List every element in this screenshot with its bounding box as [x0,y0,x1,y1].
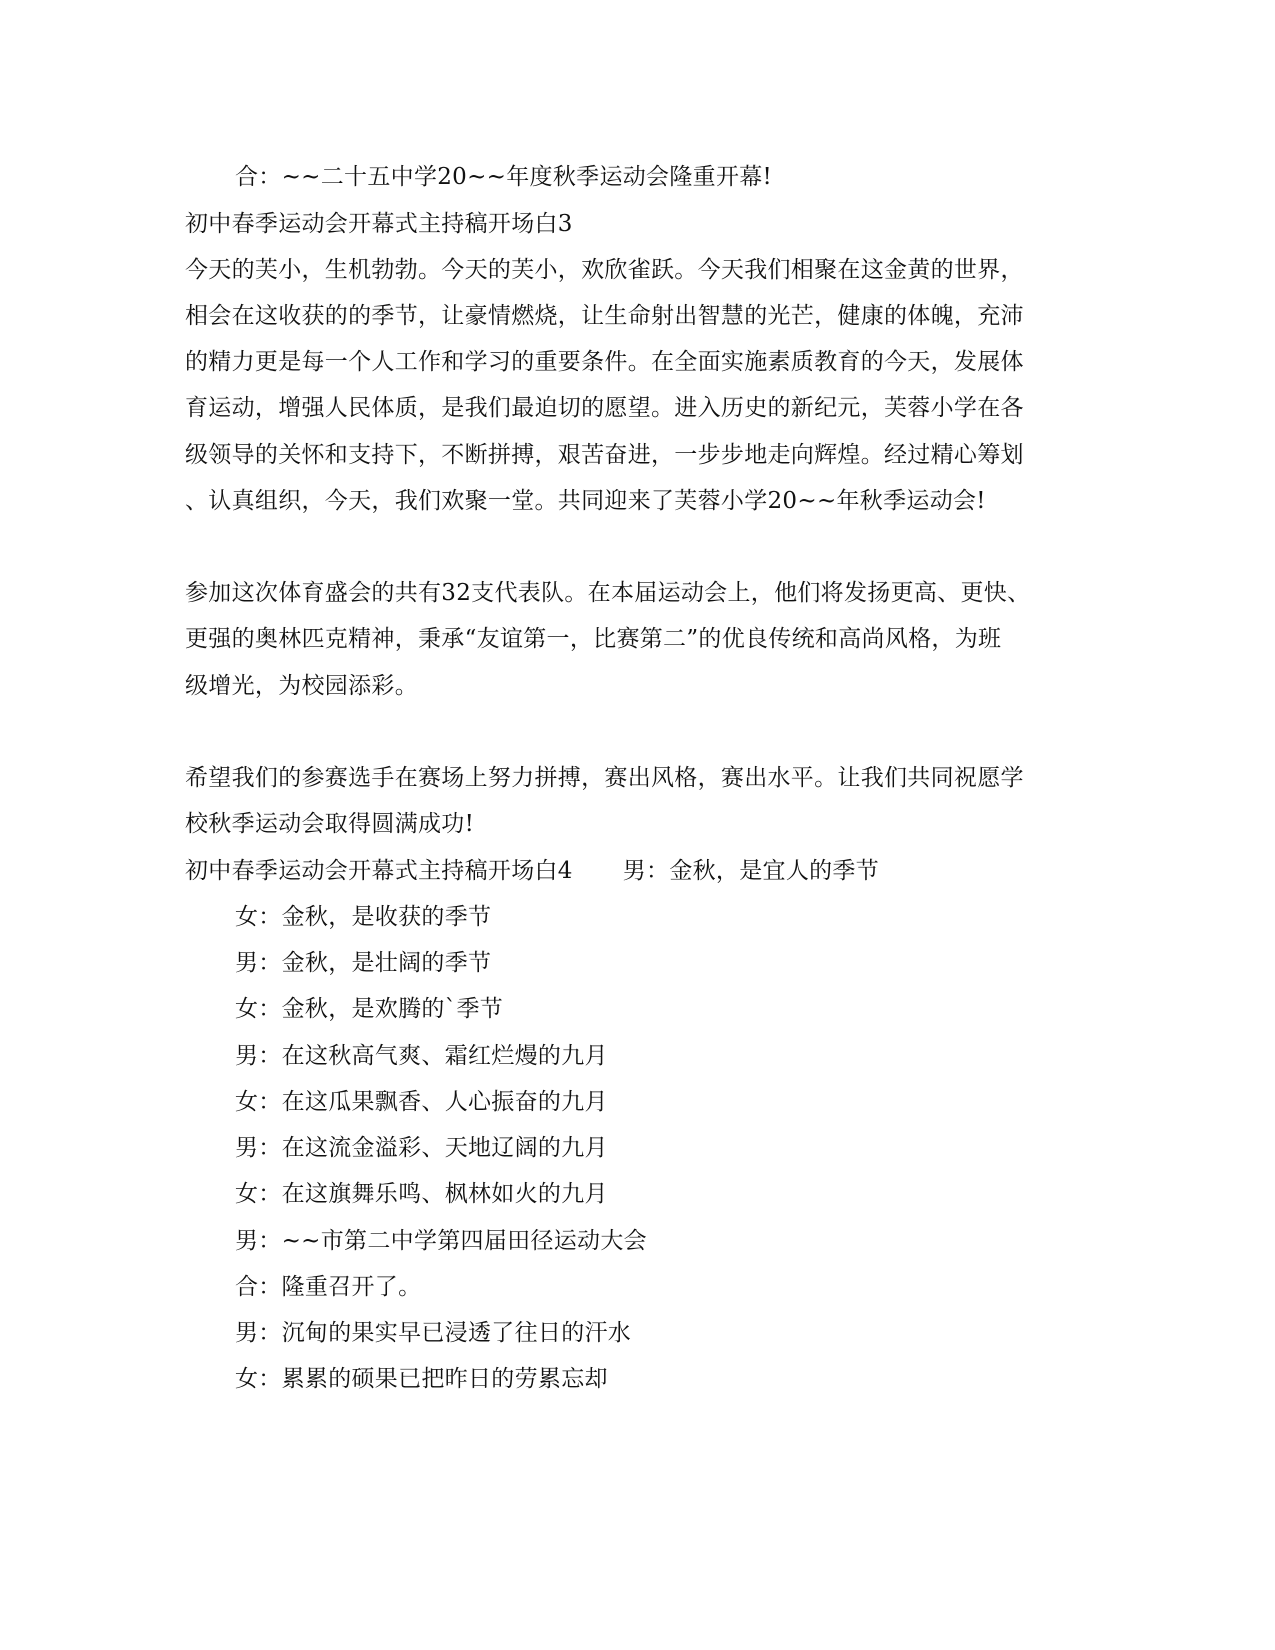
paragraph-line: 参加这次体育盛会的共有32支代表队。在本届运动会上，他们将发扬更高、更快、 [185,580,1031,606]
paragraph-line: 级增光，为校园添彩。 [185,673,418,699]
dialogue-line: 男：金秋，是宜人的季节 [622,858,880,884]
section-heading-4: 初中春季运动会开幕式主持稿开场白4 [185,858,573,884]
paragraph-line: 相会在这收获的的季节，让豪情燃烧，让生命射出智慧的光芒，健康的体魄，充沛 [185,303,1024,329]
dialogue-line: 女：在这瓜果飘香、人心振奋的九月 [235,1089,608,1115]
dialogue-line: 男：沉甸的果实早已浸透了往日的汗水 [235,1320,632,1346]
dialogue-line: 男：金秋，是壮阔的季节 [235,950,492,976]
dialogue-line: 男：在这流金溢彩、天地辽阔的九月 [235,1135,608,1161]
paragraph-line: 今天的芙小，生机勃勃。今天的芙小，欢欣雀跃。今天我们相聚在这金黄的世界， [185,257,1024,283]
paragraph-line: 更强的奥林匹克精神，秉承“友谊第一，比赛第二”的优良传统和高尚风格，为班 [185,626,1002,652]
dialogue-line: 男：在这秋高气爽、霜红烂熳的九月 [235,1043,608,1069]
section-heading-4-row [185,856,1085,886]
dialogue-line: 合：隆重召开了。 [235,1274,422,1300]
section-heading-3: 初中春季运动会开幕式主持稿开场白3 [185,211,573,237]
paragraph-line: 校秋季运动会取得圆满成功! [185,811,475,837]
paragraph-line: 级领导的关怀和支持下，不断拼搏，艰苦奋进，一步步地走向辉煌。经过精心筹划 [185,442,1024,468]
paragraph-line: 的精力更是每一个人工作和学习的重要条件。在全面实施素质教育的今天，发展体 [185,349,1024,375]
dialogue-line: 女：在这旗舞乐鸣、枫林如火的九月 [235,1181,608,1207]
paragraph-line: 育运动，增强人民体质，是我们最迫切的愿望。进入历史的新纪元，芙蓉小学在各 [185,395,1024,421]
dialogue-line: 女：累累的硕果已把昨日的劳累忘却 [235,1366,608,1392]
dialogue-line: 男：~~市第二中学第四届田径运动大会 [235,1228,647,1254]
paragraph-line: 、认真组织，今天，我们欢聚一堂。共同迎来了芙蓉小学20~~年秋季运动会! [185,488,986,514]
closing-line: 合：~~二十五中学20~~年度秋季运动会隆重开幕! [235,164,773,190]
dialogue-line: 女：金秋，是收获的季节 [235,904,492,930]
dialogue-line: 女：金秋，是欢腾的`季节 [235,996,504,1022]
paragraph-line: 希望我们的参赛选手在赛场上努力拼搏，赛出风格，赛出水平。让我们共同祝愿学 [185,765,1024,791]
